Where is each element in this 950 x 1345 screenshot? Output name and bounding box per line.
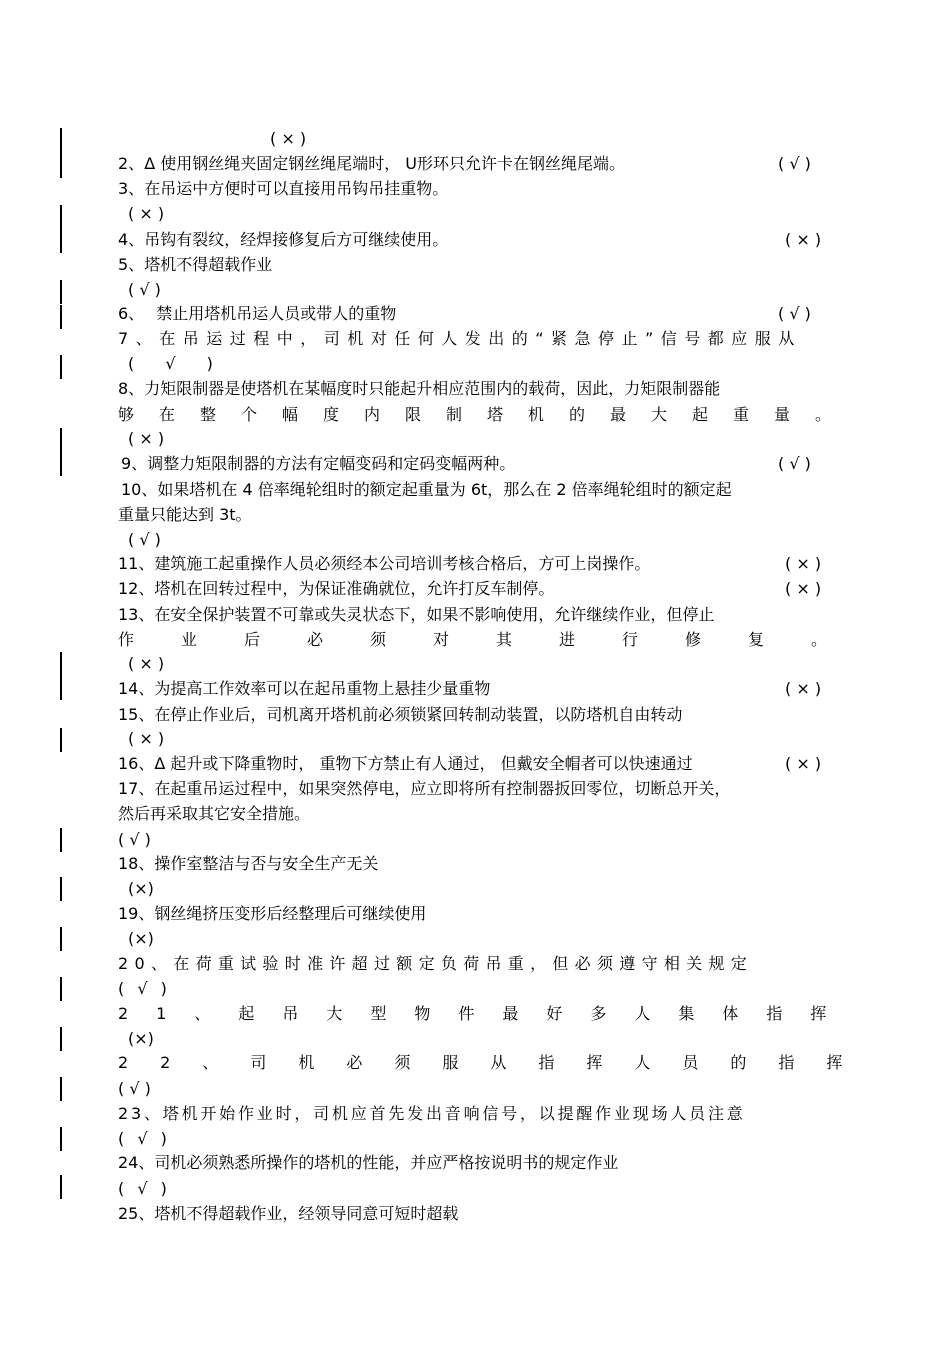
question-number: 8、 (118, 379, 145, 398)
question-line (118, 903, 426, 925)
answer-mark: ( √ ) (118, 830, 151, 849)
answer-mark: ( √ ) (128, 354, 213, 373)
answer-mark: ( √ ) (778, 154, 811, 173)
margin-bar (60, 927, 62, 951)
answer-mark: ( × ) (128, 429, 165, 448)
question-number: 24、 (118, 1153, 155, 1172)
answer-mark: ( √ ) (128, 530, 161, 549)
question-number: 15、 (118, 705, 155, 724)
margin-bar (60, 355, 62, 379)
question-text: 吊钩有裂纹，经焊接修复后方可继续使用。 (144, 230, 449, 249)
question-line (118, 778, 730, 800)
answer-mark: ( × ) (785, 230, 822, 249)
answer-mark: ( × ) (128, 204, 165, 223)
margin-bar (60, 1127, 62, 1151)
answer-mark: ( × ) (785, 754, 822, 773)
answer-mark: ( √ ) (118, 1079, 151, 1098)
question-number: 19、 (118, 904, 155, 923)
question-line (118, 753, 693, 775)
question-text: 在荷重试验时准许超过额定负荷吊重，但必须遵守相关规定 (173, 954, 754, 973)
question-line (118, 153, 625, 175)
question-text: 建筑施工起重操作人员必须经本公司培训考核合格后，方可上岗操作。 (154, 554, 651, 573)
question-text: 在安全保护装置不可靠或失灵状态下，如果不影响使用，允许继续作业，但停止 (154, 605, 715, 624)
margin-bar (60, 728, 62, 752)
answer-mark: ( × ) (785, 554, 822, 573)
question-text: 塔机不得超载作业 (144, 255, 273, 274)
question-number: 3、 (118, 179, 145, 198)
question-line (118, 553, 650, 575)
question-text: Δ 使用钢丝绳夹固定钢丝绳尾端时， U形环只允许卡在钢丝绳尾端。 (144, 154, 626, 173)
margin-bar (60, 205, 62, 253)
answer-mark: ( √ ) (118, 1179, 167, 1198)
question-number: 5、 (118, 255, 145, 274)
answer-mark: (×) (128, 1029, 154, 1048)
question-text: 在吊运中方便时可以直接用吊钩吊挂重物。 (144, 179, 449, 198)
question-line (118, 378, 720, 400)
question-number: 25、 (118, 1204, 155, 1223)
margin-bar (60, 1027, 62, 1051)
answer-mark: ( √ ) (118, 979, 167, 998)
question-line (121, 479, 732, 501)
answer-mark: ( × ) (270, 129, 307, 148)
question-number: 22、 (118, 1053, 251, 1072)
question-text: 操作室整洁与否与安全生产无关 (154, 854, 379, 873)
question-number: 13、 (118, 605, 155, 624)
question-text: 塔机在回转过程中，为保证准确就位，允许打反车制停。 (154, 579, 555, 598)
question-text: 起吊大型物件最好多人集体指挥 (238, 1004, 855, 1023)
question-text: 塔机开始作业时，司机应首先发出音响信号，以提醒作业现场人员注意 (162, 1104, 746, 1123)
question-text: 为提高工作效率可以在起吊重物上悬挂少量重物 (154, 679, 491, 698)
question-text-continued: 作业后必须对其进行修复。 (118, 630, 875, 649)
question-number: 23、 (118, 1104, 163, 1123)
question-number: 7、 (118, 329, 160, 348)
question-number: 4、 (118, 230, 145, 249)
question-text-continued: 然后再采取其它安全措施。 (118, 804, 311, 823)
question-number: 11、 (118, 554, 155, 573)
question-line (118, 853, 378, 875)
question-line (118, 178, 448, 200)
question-text: 在停止作业后，司机离开塔机前必须锁紧回转制动装置，以防塔机自由转动 (154, 705, 683, 724)
question-text: 力矩限制器是使塔机在某幅度时只能起升相应范围内的载荷，因此，力矩限制器能 (144, 379, 721, 398)
margin-bar (60, 1077, 62, 1101)
question-text: 司机必须熟悉所操作的塔机的性能，并应严格按说明书的规定作业 (154, 1153, 619, 1172)
question-line (118, 1052, 874, 1074)
question-line (118, 1103, 746, 1125)
answer-mark: ( √ ) (778, 304, 811, 323)
margin-bar (60, 877, 62, 901)
question-line (118, 1203, 458, 1225)
question-number: 6、 (118, 304, 145, 323)
question-line (121, 453, 515, 475)
question-line (118, 578, 554, 600)
question-number: 9、 (121, 454, 148, 473)
question-number: 14、 (118, 679, 155, 698)
question-line (118, 953, 753, 975)
answer-mark: ( × ) (785, 679, 822, 698)
question-line (118, 254, 272, 276)
question-number: 10、 (121, 480, 158, 499)
margin-bar (60, 977, 62, 1001)
question-number: 2、 (118, 154, 145, 173)
answer-mark: ( × ) (785, 579, 822, 598)
question-line (118, 704, 682, 726)
question-text: 塔机不得超载作业，经领导同意可短时超载 (154, 1204, 459, 1223)
question-text: Δ 起升或下降重物时， 重物下方禁止有人通过， 但戴安全帽者可以快速通过 (154, 754, 693, 773)
question-number: 18、 (118, 854, 155, 873)
answer-mark: ( × ) (128, 729, 165, 748)
question-text-continued: 够在整个幅度内限制塔机的最大起重量。 (118, 405, 857, 424)
question-line (118, 229, 448, 251)
margin-bar (60, 280, 62, 304)
question-line (118, 604, 714, 626)
question-text-continued: 重量只能达到 3t。 (118, 505, 252, 524)
margin-bar (60, 652, 62, 700)
question-number: 21、 (118, 1004, 239, 1023)
question-number: 12、 (118, 579, 155, 598)
question-text: 钢丝绳挤压变形后经整理后可继续使用 (154, 904, 427, 923)
question-line (118, 303, 396, 325)
question-line (118, 1003, 854, 1025)
margin-bar (60, 428, 62, 476)
margin-bar (60, 1175, 62, 1199)
question-number: 20、 (118, 954, 174, 973)
question-line (118, 328, 802, 350)
answer-mark: ( √ ) (118, 1129, 167, 1148)
answer-mark: (×) (128, 879, 154, 898)
question-line (118, 678, 490, 700)
question-line (118, 1152, 618, 1174)
answer-mark: ( √ ) (778, 454, 811, 473)
margin-bar (60, 128, 62, 178)
question-number: 17、 (118, 779, 155, 798)
question-number: 16、 (118, 754, 155, 773)
question-text: 如果塔机在 4 倍率绳轮组时的额定起重量为 6t，那么在 2 倍率绳轮组时的额定起 (157, 480, 732, 499)
margin-bar (60, 305, 62, 329)
question-text: 在起重吊运过程中，如果突然停电，应立即将所有控制器扳回零位，切断总开关， (154, 779, 731, 798)
question-text: 在吊运过程中，司机对任何人发出的“紧急停止”信号都应服从 (159, 329, 802, 348)
answer-mark: ( √ ) (128, 280, 161, 299)
answer-mark: ( × ) (128, 654, 165, 673)
question-text: 调整力矩限制器的方法有定幅变码和定码变幅两种。 (147, 454, 516, 473)
margin-bar (60, 828, 62, 852)
answer-mark: (×) (128, 929, 154, 948)
question-text: 禁止用塔机吊运人员或带人的重物 (156, 304, 397, 323)
question-text: 司机必须服从指挥人员的指挥 (250, 1053, 875, 1072)
